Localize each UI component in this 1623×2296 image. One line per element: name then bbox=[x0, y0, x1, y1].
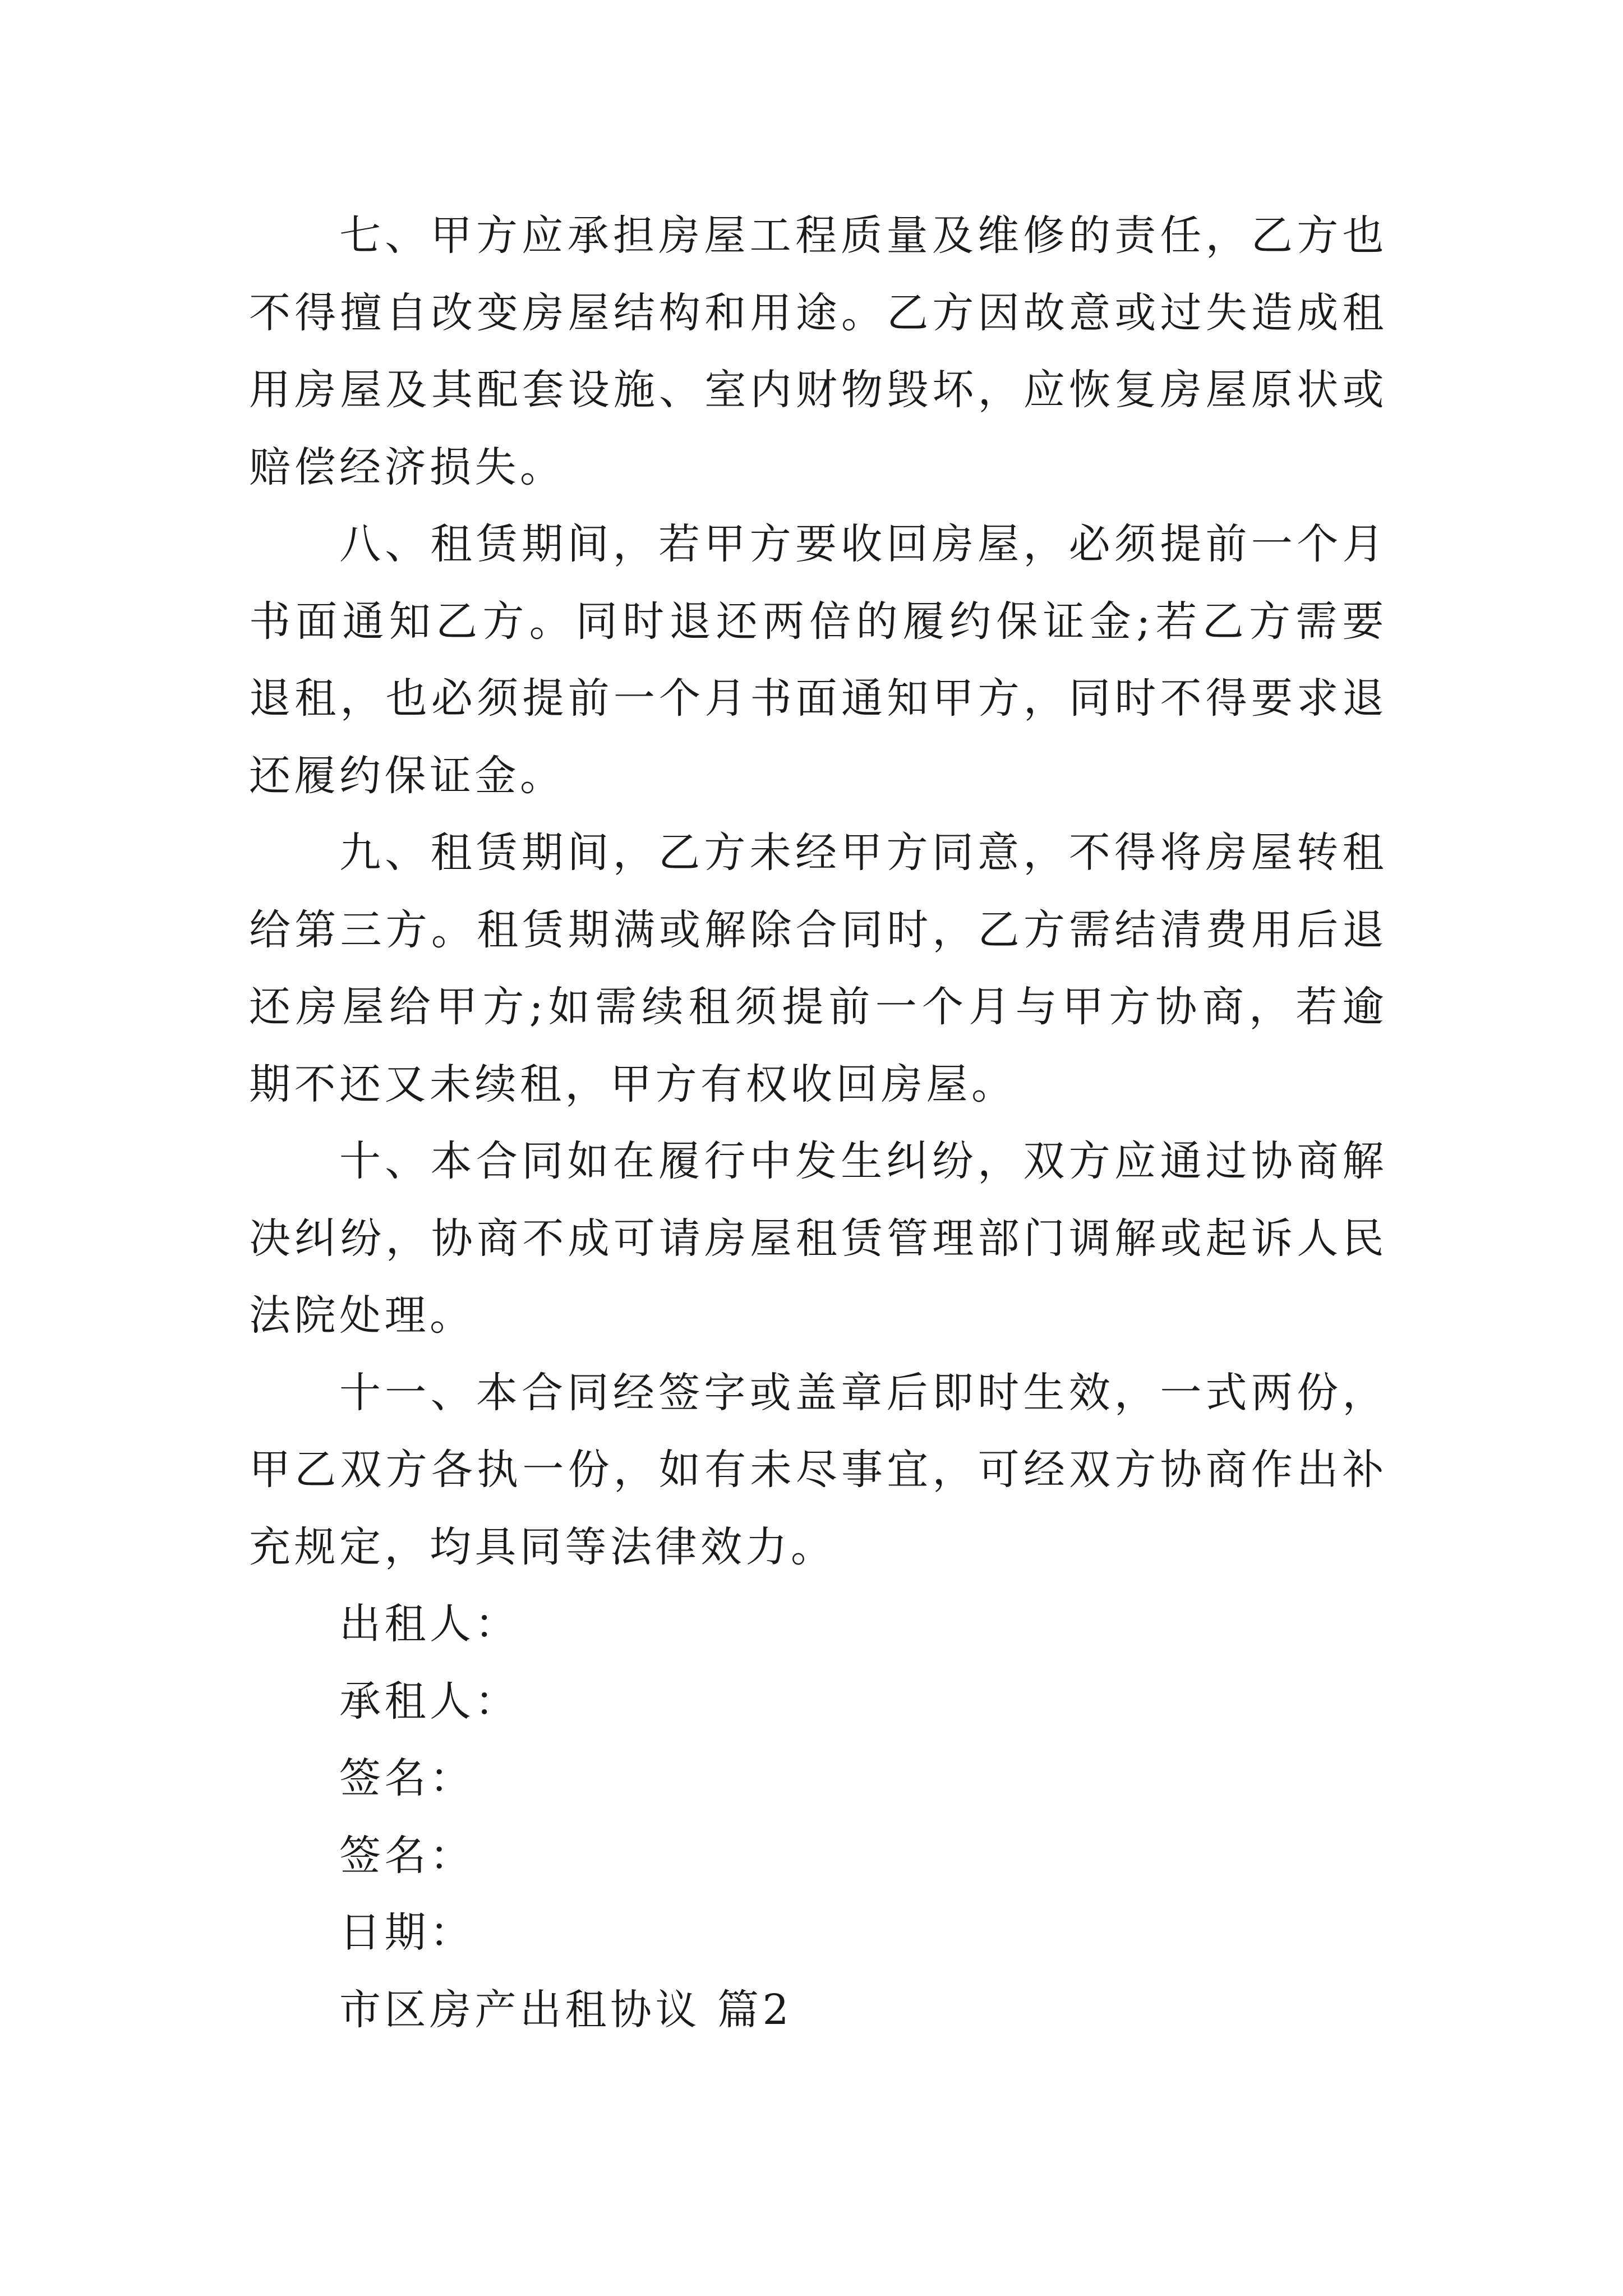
lessor-label: 出租人： bbox=[339, 1600, 520, 1648]
clause-9: 九、租赁期间，乙方未经甲方同意，不得将房屋转租给第三方。租赁期满或解除合同时，乙方需结清费用后退还房屋给甲方;如需续租须提前一个月与甲方协商，若逾期不还又未续租，甲方有权收回房屋。 bbox=[249, 829, 1387, 1108]
clause-10: 十、本合同如在履行中发生纠纷，双方应通过协商解决纠纷，协商不成可请房屋租赁管理部门调解或起诉人民法院处理。 bbox=[249, 1137, 1387, 1340]
clause-8: 八、租赁期间，若甲方要收回房屋，必须提前一个月书面通知乙方。同时退还两倍的履约保证金;若乙方需要退租，也必须提前一个月书面通知甲方，同时不得要求退还履约保证金。 bbox=[249, 520, 1387, 800]
clause-11: 十一、本合同经签字或盖章后即时生效，一式两份，甲乙双方各执一份，如有未尽事宜，可经双方协商作出补充规定，均具同等法律效力。 bbox=[249, 1368, 1387, 1571]
lessee-label: 承租人： bbox=[339, 1677, 520, 1726]
document-body bbox=[249, 197, 1387, 2049]
signature-label-1: 签名： bbox=[339, 1754, 475, 1802]
date-label: 日期： bbox=[339, 1908, 475, 1957]
signature-label-2: 签名： bbox=[339, 1831, 475, 1880]
clause-7: 七、甲方应承担房屋工程质量及维修的责任，乙方也不得擅自改变房屋结构和用途。乙方因故意或过失造成租用房屋及其配套设施、室内财物毁坏，应恢复房屋原状或赔偿经济损失。 bbox=[249, 211, 1387, 491]
next-section-title: 市区房产出租协议 篇2 bbox=[339, 1985, 793, 2034]
